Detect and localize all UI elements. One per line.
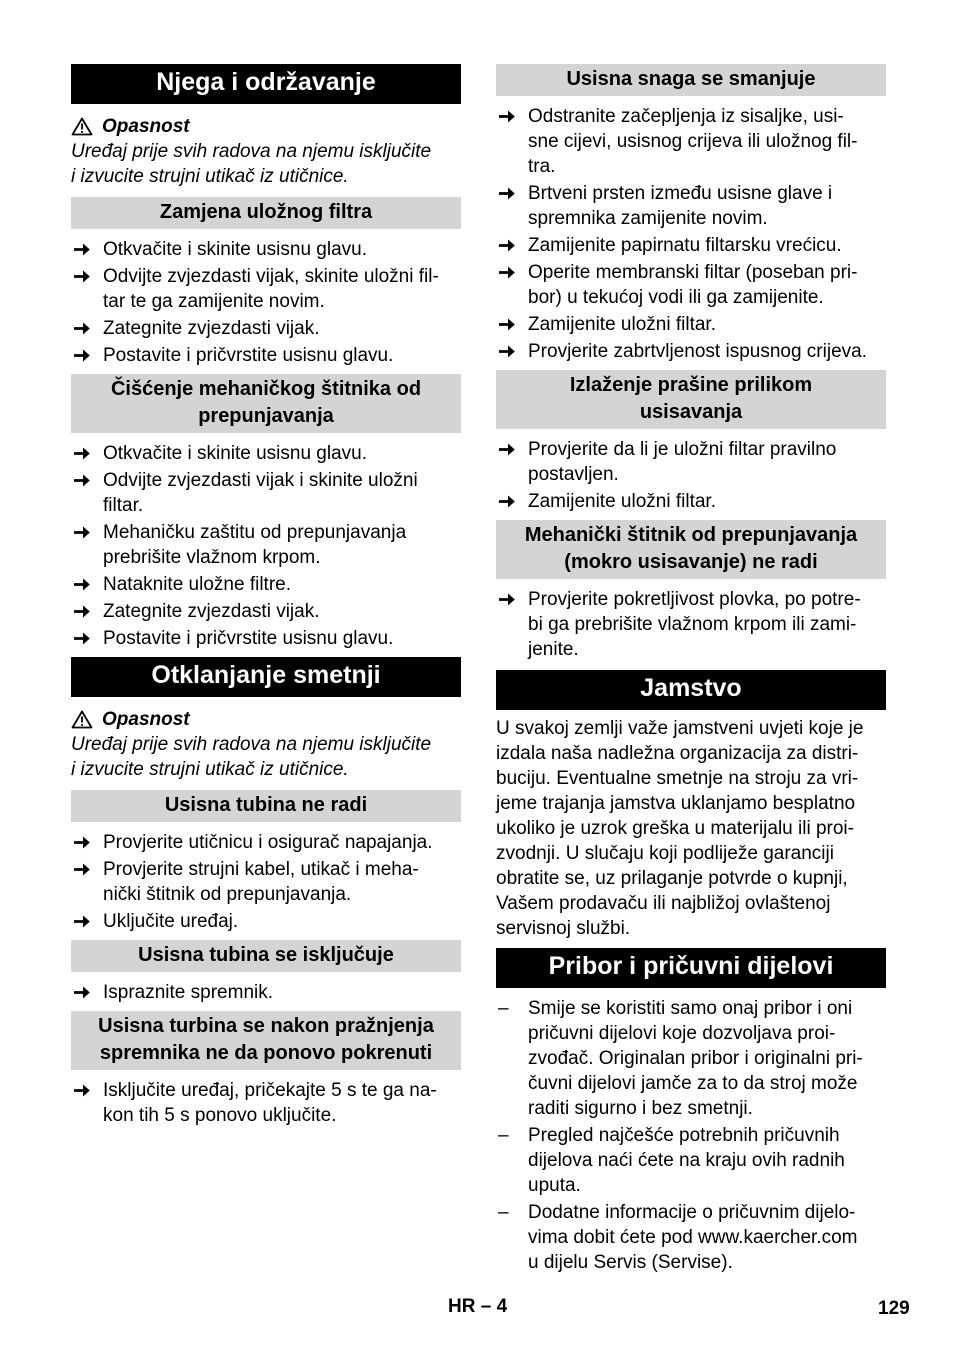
subheading-clean-overfill-guard	[71, 374, 461, 433]
list-item	[496, 1200, 886, 1275]
subheading-overfill-guard-fault	[496, 520, 886, 579]
list-item-line: Odvijte zvjezdasti vijak i skinite uložni	[103, 470, 418, 491]
danger-text-line: i izvucite strujni utikač iz utičnice.	[71, 166, 349, 187]
warning-triangle-icon	[71, 710, 93, 729]
list-item-line: Odstranite začepljenja iz sisaljke, usi-	[528, 106, 844, 127]
section-heading-care: Njega i održavanje	[71, 64, 461, 104]
arrow-right-icon	[499, 318, 515, 331]
restart-steps-list	[71, 1078, 461, 1128]
list-item	[71, 857, 461, 907]
paragraph-line: zvodnji. U slučaju koji podliježe garanciji	[496, 843, 834, 864]
section-heading-warranty: Jamstvo	[496, 670, 886, 710]
arrow-right-icon	[499, 593, 515, 606]
dash-bullet: –	[498, 1202, 509, 1223]
arrow-right-icon	[74, 863, 90, 876]
subheading-line: usisavanja	[639, 401, 743, 423]
arrow-right-icon	[74, 526, 90, 539]
left-column	[71, 64, 461, 1130]
paragraph-line: U svakoj zemlji važe jamstveni uvjeti koje je	[496, 718, 864, 739]
list-item-line: dijelova naći ćete na kraju ovih radnih	[528, 1150, 845, 1171]
list-item-line: bi ga prebrišite vlažnom krpom ili zami-	[528, 614, 857, 635]
list-item-line: Dodatne informacije o pričuvnim dijelo-	[528, 1202, 856, 1223]
filter-steps-list	[71, 237, 461, 368]
no-run-steps-list	[71, 830, 461, 934]
list-item	[71, 1078, 461, 1128]
section-heading-accessories: Pribor i pričuvni dijelovi	[496, 948, 886, 988]
list-item	[496, 260, 886, 310]
dash-bullet: –	[498, 998, 509, 1019]
danger-title	[71, 707, 461, 732]
list-item	[71, 572, 461, 597]
arrow-right-icon	[74, 474, 90, 487]
list-item-line: Provjerite strujni kabel, utikač i meha-	[103, 859, 419, 880]
subheading-filter-replacement: Zamjena uložnog filtra	[71, 197, 461, 229]
arrow-right-icon	[499, 495, 515, 508]
paragraph-line: izdala naša nadležna organizacija za distri-	[496, 743, 859, 764]
danger-text-line: i izvucite strujni utikač iz utičnice.	[71, 759, 349, 780]
power-steps-list	[496, 104, 886, 364]
arrow-right-icon	[74, 605, 90, 618]
arrow-right-icon	[74, 243, 90, 256]
list-item-line: sne cijevi, usisnog crijeva ili uložnog fil-	[528, 131, 858, 152]
list-item	[496, 996, 886, 1121]
subheading-line: spremnika ne da ponovo pokrenuti	[99, 1042, 433, 1064]
list-item-line: Uključite uređaj.	[103, 911, 239, 932]
list-item-line: Provjerite da li je uložni filtar pravilno	[528, 439, 837, 460]
danger-notice	[71, 707, 461, 782]
list-item	[71, 343, 461, 368]
danger-text-line: Uređaj prije svih radova na njemu isključite	[71, 734, 432, 755]
footer-language-page: HR – 4	[448, 1296, 508, 1317]
list-item-line: Zamijenite papirnatu filtarsku vrećicu.	[528, 235, 842, 256]
list-item-line: filtar.	[103, 495, 144, 516]
list-item-line: Postavite i pričvrstite usisnu glavu.	[103, 628, 394, 649]
arrow-right-icon	[499, 239, 515, 252]
list-item-line: vima dobit ćete pod www.kaercher.com	[528, 1227, 858, 1248]
list-item	[71, 441, 461, 466]
list-item-line: raditi sigurno i bez smetnji.	[528, 1098, 753, 1119]
arrow-right-icon	[74, 322, 90, 335]
list-item	[71, 980, 461, 1005]
list-item	[496, 312, 886, 337]
arrow-right-icon	[499, 443, 515, 456]
arrow-right-icon	[74, 447, 90, 460]
dash-bullet: –	[498, 1125, 509, 1146]
subheading-turbine-switches-off: Usisna tubina se isključuje	[71, 940, 461, 972]
list-item-line: Brtveni prsten između usisne glave i	[528, 183, 833, 204]
list-item	[71, 626, 461, 651]
list-item-line: jenite.	[528, 639, 579, 660]
list-item	[71, 237, 461, 262]
list-item-line: Pregled najčešće potrebnih pričuvnih	[528, 1125, 840, 1146]
list-item-line: nički štitnik od prepunjavanja.	[103, 884, 352, 905]
list-item	[496, 489, 886, 514]
list-item-line: Operite membranski filtar (poseban pri-	[528, 262, 858, 283]
arrow-right-icon	[74, 270, 90, 283]
list-item	[496, 437, 886, 487]
list-item-line: u dijelu Servis (Servise).	[528, 1252, 733, 1273]
arrow-right-icon	[499, 187, 515, 200]
list-item	[71, 599, 461, 624]
list-item	[496, 339, 886, 364]
mech-steps-list	[496, 587, 886, 662]
arrow-right-icon	[74, 986, 90, 999]
list-item-line: Provjerite utičnicu i osigurač napajanja.	[103, 832, 433, 853]
list-item-line: kon tih 5 s ponovo uključite.	[103, 1105, 337, 1126]
danger-title-text: Opasnost	[102, 116, 190, 137]
list-item-line: tra.	[528, 156, 556, 177]
subheading-turbine-restart	[71, 1011, 461, 1070]
subheading-dust-emission	[496, 370, 886, 429]
list-item-line: Zategnite zvjezdasti vijak.	[103, 318, 320, 339]
clean-steps-list	[71, 441, 461, 651]
list-item-line: Otkvačite i skinite usisnu glavu.	[103, 239, 368, 260]
list-item	[496, 1123, 886, 1198]
list-item-line: Zategnite zvjezdasti vijak.	[103, 601, 320, 622]
section-heading-troubleshooting: Otklanjanje smetnji	[71, 657, 461, 697]
right-column	[496, 64, 886, 1277]
page-number: 129	[878, 1298, 910, 1319]
list-item-line: Odvijte zvjezdasti vijak, skinite uložni fil-	[103, 266, 439, 287]
arrow-right-icon	[74, 632, 90, 645]
list-item-line: tar te ga zamijenite novim.	[103, 291, 325, 312]
danger-notice	[71, 114, 461, 189]
paragraph-line: ukoliko je uzrok greška u materijalu ili proi-	[496, 818, 854, 839]
accessories-list	[496, 996, 886, 1275]
list-item-line: Smije se koristiti samo onaj pribor i oni	[528, 998, 853, 1019]
list-item-line: Provjerite zabrtvljenost ispusnog crijeva.	[528, 341, 867, 362]
list-item-line: Isključite uređaj, pričekajte 5 s te ga na-	[103, 1080, 437, 1101]
paragraph-line: obratite se, uz prilaganje potvrde o kupnji,	[496, 868, 848, 889]
subheading-turbine-not-running: Usisna tubina ne radi	[71, 790, 461, 822]
list-item-line: pričuvni dijelovi koje dozvoljava proi-	[528, 1023, 836, 1044]
list-item	[496, 587, 886, 662]
warranty-paragraph	[496, 716, 886, 941]
dust-steps-list	[496, 437, 886, 514]
list-item-line: spremnika zamijenite novim.	[528, 208, 768, 229]
list-item-line: Nataknite uložne filtre.	[103, 574, 291, 595]
list-item-line: postavljen.	[528, 464, 619, 485]
paragraph-line: buciju. Eventualne smetnje na stroju za vri-	[496, 768, 859, 789]
arrow-right-icon	[74, 349, 90, 362]
subheading-line: prepunjavanja	[198, 405, 334, 427]
list-item-line: Zamijenite uložni filtar.	[528, 314, 716, 335]
arrow-right-icon	[74, 578, 90, 591]
list-item-line: Otkvačite i skinite usisnu glavu.	[103, 443, 368, 464]
danger-text-line: Uređaj prije svih radova na njemu isključite	[71, 141, 432, 162]
subheading-line: Čišćenje mehaničkog štitnika od	[110, 378, 422, 400]
list-item-line: Mehaničku zaštitu od prepunjavanja	[103, 522, 407, 543]
list-item-line: uputa.	[528, 1175, 581, 1196]
subheading-line: Izlaženje prašine prilikom	[569, 374, 813, 396]
list-item-line: čuvni dijelovi jamče za to da stroj može	[528, 1073, 858, 1094]
list-item	[71, 264, 461, 314]
list-item	[496, 104, 886, 179]
paragraph-line: Vašem prodavaču ili najbližoj ovlaštenoj	[496, 893, 831, 914]
list-item-line: prebrišite vlažnom krpom.	[103, 547, 321, 568]
list-item-line: zvođač. Originalan pribor i originalni pri-	[528, 1048, 863, 1069]
list-item	[71, 520, 461, 570]
list-item	[71, 830, 461, 855]
switch-off-steps-list	[71, 980, 461, 1005]
arrow-right-icon	[499, 345, 515, 358]
list-item-line: Postavite i pričvrstite usisnu glavu.	[103, 345, 394, 366]
list-item	[71, 909, 461, 934]
subheading-suction-power-drops: Usisna snaga se smanjuje	[496, 64, 886, 96]
arrow-right-icon	[74, 1084, 90, 1097]
paragraph-line: servisnoj službi.	[496, 918, 631, 939]
list-item-line: Ispraznite spremnik.	[103, 982, 274, 1003]
arrow-right-icon	[499, 266, 515, 279]
warning-triangle-icon	[71, 117, 93, 136]
paragraph-line: jeme trajanja jamstva uklanjamo besplatno	[496, 793, 856, 814]
arrow-right-icon	[74, 915, 90, 928]
subheading-line: (mokro usisavanje) ne radi	[564, 551, 818, 573]
list-item-line: bor) u tekućoj vodi ili ga zamijenite.	[528, 287, 824, 308]
arrow-right-icon	[499, 110, 515, 123]
arrow-right-icon	[74, 836, 90, 849]
danger-title-text: Opasnost	[102, 709, 190, 730]
list-item-line: Provjerite pokretljivost plovka, po potre-	[528, 589, 861, 610]
list-item	[496, 181, 886, 231]
list-item	[71, 316, 461, 341]
subheading-line: Mehanički štitnik od prepunjavanja	[524, 524, 858, 546]
danger-title	[71, 114, 461, 139]
list-item	[71, 468, 461, 518]
list-item-line: Zamijenite uložni filtar.	[528, 491, 716, 512]
subheading-line: Usisna turbina se nakon pražnjenja	[98, 1015, 434, 1037]
list-item	[496, 233, 886, 258]
